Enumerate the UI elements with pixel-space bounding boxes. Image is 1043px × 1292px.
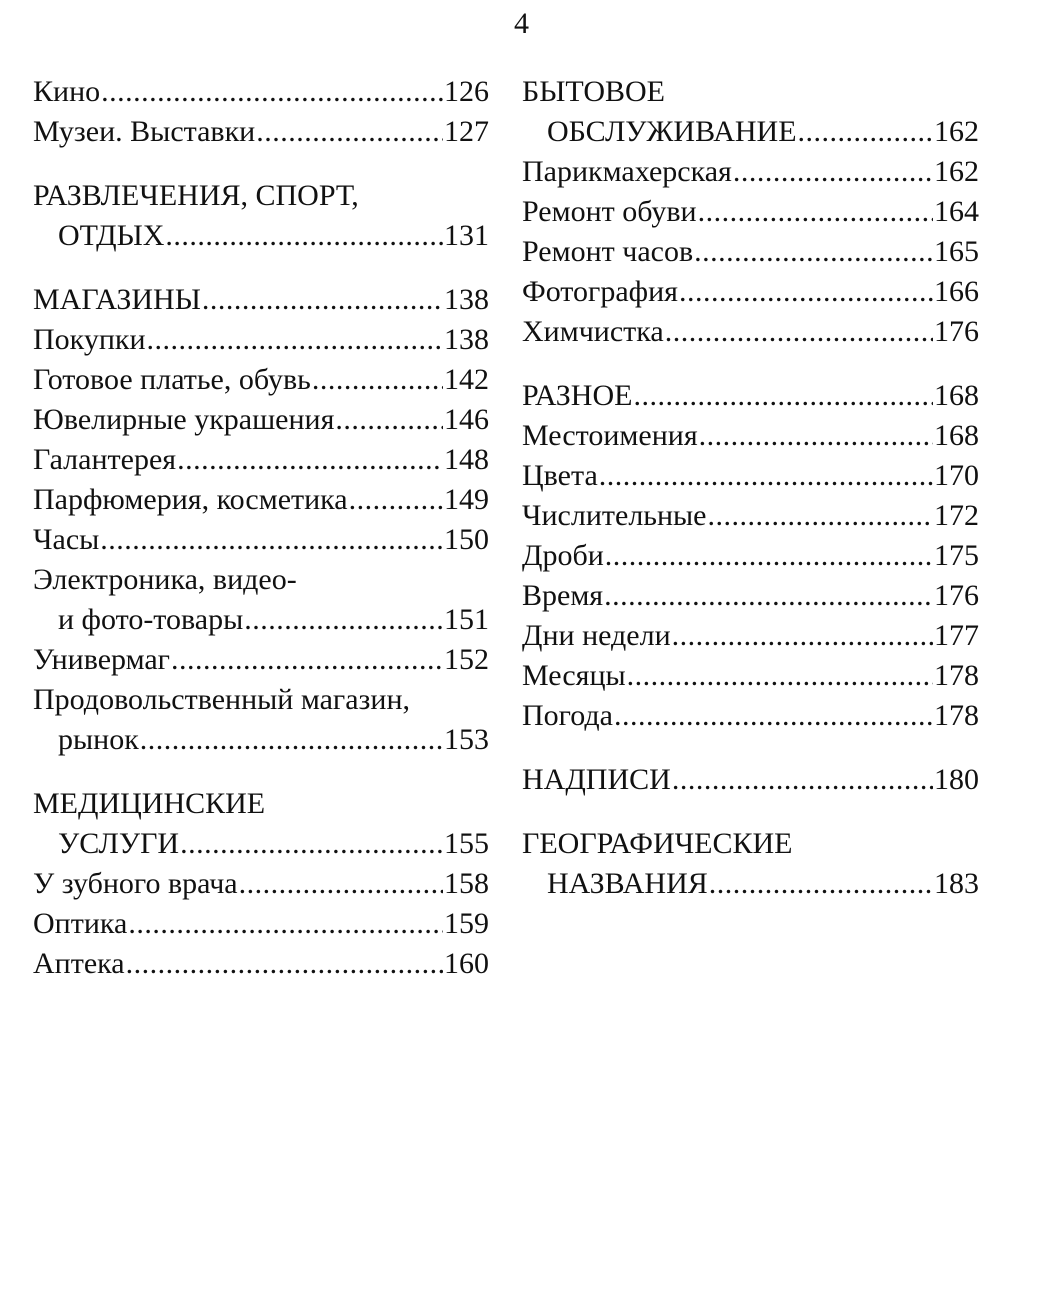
toc-page: 176 [934,579,979,612]
dot-leader [244,600,443,640]
toc-page: 183 [934,867,979,900]
toc-entry [33,400,489,440]
toc-title: Ремонт часов [522,235,694,268]
dot-leader [312,360,443,400]
toc-section-heading: БЫТОВОЕ [522,75,665,108]
toc-entry [33,640,489,680]
toc-entry [522,616,979,656]
toc-section-heading: РАЗВЛЕЧЕНИЯ, СПОРТ, [33,179,359,212]
toc-entry [33,216,489,256]
toc-page: 180 [934,763,979,796]
toc-title: Числительные [522,499,707,532]
toc-title: Ремонт обуви [522,195,697,228]
dot-leader [256,112,443,152]
toc-page: 168 [934,419,979,452]
toc-page: 178 [934,659,979,692]
toc-section [33,280,489,320]
toc-entry [33,904,489,944]
toc-title: Готовое платье, обувь [33,363,311,396]
toc-title: Химчистка [522,315,664,348]
toc-title: Фотография [522,275,678,308]
toc-title: Универмаг [33,643,170,676]
toc-page: 148 [444,443,489,476]
toc-page: 175 [934,539,979,572]
toc-page: 162 [934,155,979,188]
dot-leader [672,760,933,800]
toc-page: 142 [444,363,489,396]
toc-page: 138 [444,283,489,316]
toc-title: рынок [58,723,139,756]
toc-entry-first-line: Продовольственный магазин, [33,683,411,716]
toc-page: 126 [444,75,489,108]
toc-page: 159 [444,907,489,940]
dot-leader [679,272,933,312]
dot-leader [335,400,443,440]
toc-section [522,376,979,416]
dot-leader [605,536,933,576]
toc-title: Время [522,579,604,612]
dot-leader [349,480,443,520]
toc-entry [33,720,489,760]
toc-entry [522,536,979,576]
toc-entry [522,696,979,736]
toc-section-heading: МЕДИЦИНСКИЕ [33,787,266,820]
toc-page: 164 [934,195,979,228]
toc-title: ОТДЫХ [58,219,165,252]
toc-page: 146 [444,403,489,436]
dot-leader [202,280,443,320]
toc-entry [33,72,489,112]
dot-leader [665,312,933,352]
toc-page: 149 [444,483,489,516]
dot-leader [100,520,443,560]
toc-entry [522,192,979,232]
toc-entry [33,440,489,480]
dot-leader [798,112,933,152]
dot-leader [128,904,443,944]
toc-title: Парикмахерская [522,155,732,188]
dot-leader [709,864,933,904]
toc-title: Оптика [33,907,128,940]
toc-title: Погода [522,699,613,732]
toc-entry [522,232,979,272]
toc-title: и фото-товары [58,603,244,636]
dot-leader [126,944,443,984]
toc-entry [522,496,979,536]
toc-entry [522,416,979,456]
toc-section-heading: ГЕОГРАФИЧЕСКИЕ [522,827,793,860]
dot-leader [604,576,933,616]
dot-leader [699,416,933,456]
dot-leader [165,216,443,256]
dot-leader [177,440,443,480]
toc-section [522,760,979,800]
toc-left-column [33,72,489,984]
toc-page: 150 [444,523,489,556]
toc-title: Ювелирные украшения [33,403,335,436]
toc-entry [33,864,489,904]
toc-title: Дни недели [522,619,671,652]
toc-entry [522,864,979,904]
toc-entry [33,520,489,560]
toc-page: 176 [934,315,979,348]
toc-page: 131 [444,219,489,252]
toc-entry [33,360,489,400]
toc-page: 168 [934,379,979,412]
toc-entry [33,480,489,520]
dot-leader [694,232,933,272]
dot-leader [140,720,443,760]
toc-entry [33,320,489,360]
toc-title: Галантерея [33,443,177,476]
toc-entry [522,456,979,496]
toc-page: 172 [934,499,979,532]
dot-leader [708,496,934,536]
toc-entry [33,944,489,984]
dot-leader [180,824,443,864]
toc-entry [522,656,979,696]
dot-leader [698,192,933,232]
toc-page: 162 [934,115,979,148]
toc-entry-first-line: Электроника, видео- [33,563,297,596]
toc-title: РАЗНОЕ [522,379,633,412]
dot-leader [627,656,933,696]
toc-page: 127 [444,115,489,148]
dot-leader [101,72,443,112]
toc-title: УСЛУГИ [58,827,180,860]
toc-title: Месяцы [522,659,626,692]
toc-page: 160 [444,947,489,980]
toc-title: МАГАЗИНЫ [33,283,201,316]
toc-page: 152 [444,643,489,676]
toc-title: Местоимения [522,419,698,452]
toc-title: Парфюмерия, косметика [33,483,348,516]
toc-page: 151 [444,603,489,636]
toc-title: Музеи. Выставки [33,115,256,148]
toc-right-column [522,72,979,904]
toc-entry [33,824,489,864]
dot-leader [614,696,933,736]
toc-title: Аптека [33,947,125,980]
dot-leader [733,152,933,192]
toc-title: Дроби [522,539,604,572]
dot-leader [239,864,443,904]
toc-page: 155 [444,827,489,860]
toc-title: НАДПИСИ [522,763,671,796]
toc-title: Покупки [33,323,146,356]
toc-page: 138 [444,323,489,356]
dot-leader [672,616,933,656]
page-number: 4 [514,7,529,40]
toc-entry [33,600,489,640]
toc-page: 165 [934,235,979,268]
dot-leader [633,376,933,416]
dot-leader [599,456,933,496]
toc-title: Часы [33,523,100,556]
toc-title: ОБСЛУЖИВАНИЕ [547,115,797,148]
toc-title: У зубного врача [33,867,238,900]
toc-page: 166 [934,275,979,308]
toc-entry [522,312,979,352]
toc-entry [33,112,489,152]
toc-page: 158 [444,867,489,900]
toc-page: 153 [444,723,489,756]
dot-leader [171,640,443,680]
toc-title: НАЗВАНИЯ [547,867,708,900]
toc-entry [522,272,979,312]
toc-title: Кино [33,75,101,108]
toc-page: 177 [934,619,979,652]
toc-entry [522,152,979,192]
dot-leader [147,320,444,360]
toc-entry [522,112,979,152]
toc-entry [522,576,979,616]
toc-page: 178 [934,699,979,732]
toc-title: Цвета [522,459,598,492]
toc-page: 170 [934,459,979,492]
